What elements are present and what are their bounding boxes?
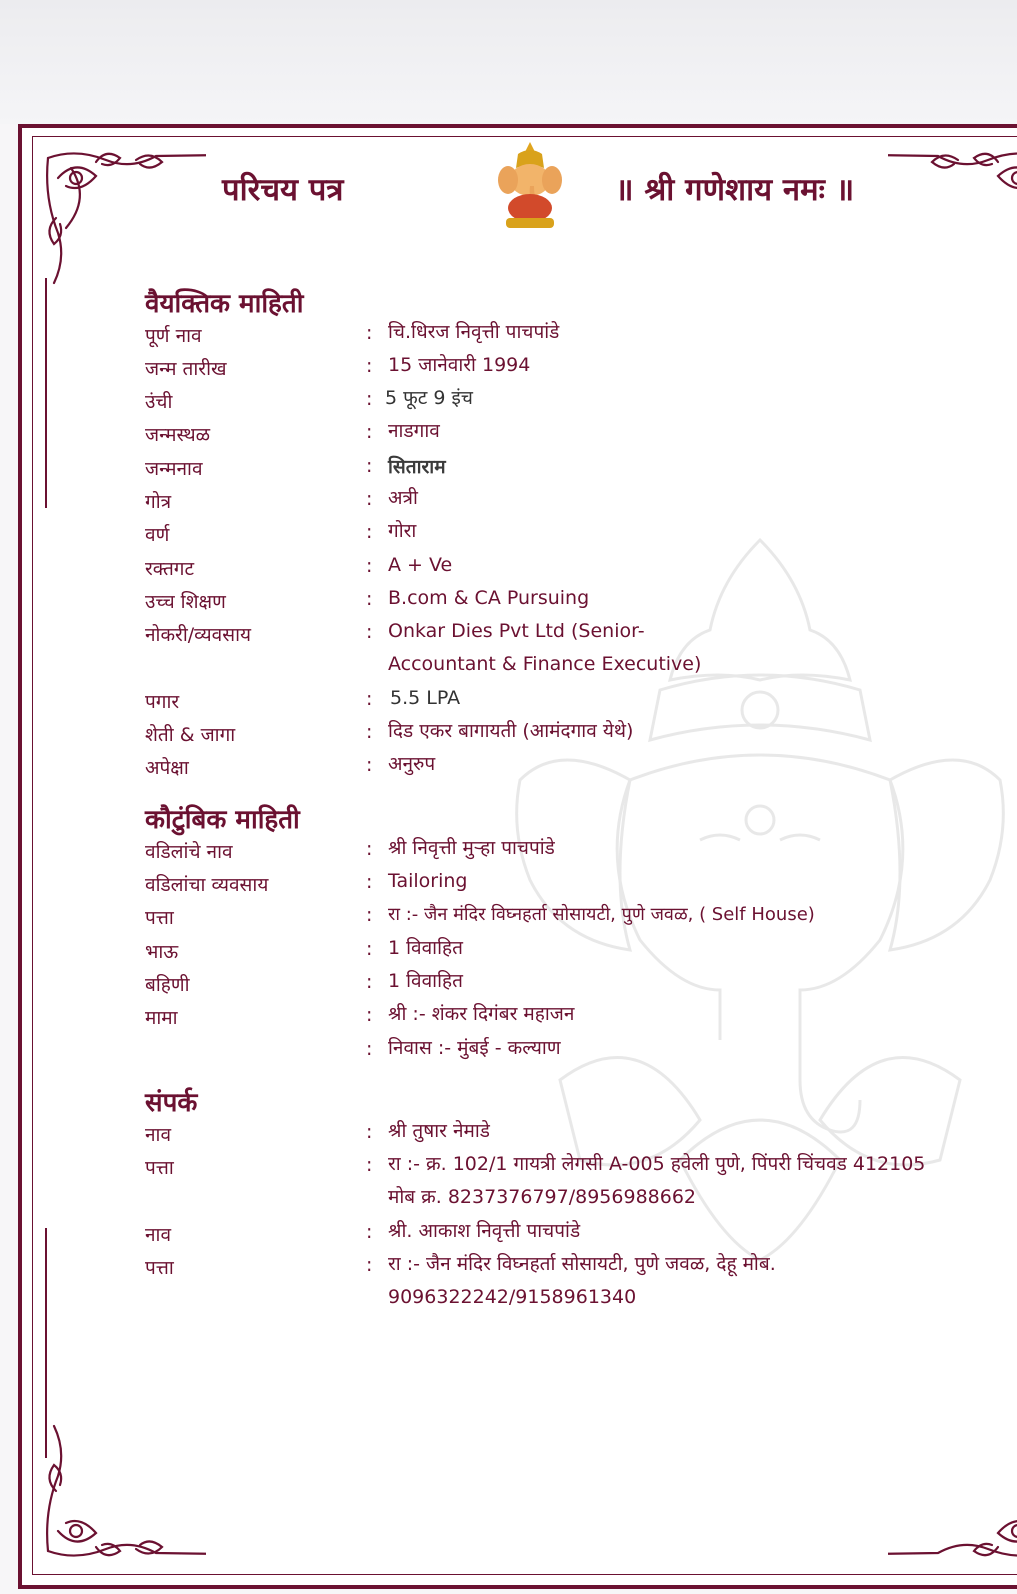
separator: : [366, 838, 373, 860]
section-heading-personal: वैयक्तिक माहिती [145, 289, 304, 319]
corner-ornament-bottom-right [888, 1421, 1017, 1571]
row-value: रा :- जैन मंदिर विघ्नहर्ता सोसायटी, पुणे जवळ, देहू मोब. 9096322242/9158961340 [388, 1253, 776, 1308]
row-value: अत्री [388, 487, 418, 509]
section-heading-contact: संपर्क [145, 1088, 198, 1118]
row-value: चि.धिरज निवृत्ती पाचपांडे [388, 321, 560, 343]
row-value: 15 जानेवारी 1994 [388, 354, 531, 376]
separator: : [366, 1038, 373, 1060]
corner-ornament-bottom-left [36, 1421, 206, 1571]
separator: : [366, 322, 373, 344]
row-label: पत्ता [145, 907, 174, 929]
row-value: सिताराम [388, 456, 446, 478]
row-value: रा :- जैन मंदिर विघ्नहर्ता सोसायटी, पुणे जवळ, ( Self House) [388, 904, 815, 925]
row-label: जन्मनाव [145, 458, 203, 480]
row-label: वडिलांचे नाव [145, 841, 233, 863]
separator: : [366, 1004, 373, 1026]
salutation-text: ॥ श्री गणेशाय नमः ॥ [615, 172, 855, 208]
section-heading-family: कौटुंबिक माहिती [145, 805, 300, 835]
separator: : [366, 871, 373, 893]
row-label: नाव [145, 1124, 172, 1146]
row-label: उच्च शिक्षण [145, 591, 226, 613]
row-label: वडिलांचा व्यवसाय [145, 874, 269, 896]
row-value: श्री. आकाश निवृत्ती पाचपांडे [388, 1220, 581, 1242]
row-label: भाऊ [145, 941, 179, 963]
row-label: पत्ता [145, 1157, 174, 1179]
separator: : [366, 355, 373, 377]
left-border-flourish [38, 278, 58, 1458]
info-row [145, 421, 965, 453]
separator: : [366, 421, 373, 443]
row-label: गोत्र [145, 491, 172, 513]
separator: : [366, 388, 373, 410]
row-value: 1 विवाहित [388, 937, 463, 959]
info-row [145, 754, 965, 786]
separator: : [366, 521, 373, 543]
separator: : [366, 688, 373, 710]
page-title: परिचय पत्र [222, 172, 344, 208]
corner-ornament-top-left [36, 138, 206, 288]
row-value: 5 फूट 9 इंच [385, 387, 473, 409]
info-row [145, 1038, 965, 1070]
separator: : [366, 621, 373, 643]
row-value: 1 विवाहित [388, 970, 463, 992]
separator: : [366, 1121, 373, 1143]
row-value: रा :- क्र. 102/1 गायत्री लेगसी A-005 हवेली पुणे, पिंपरी चिंचवड 412105 मोब क्र. 8237376797/8956988662 [388, 1153, 926, 1208]
row-value: Tailoring [388, 870, 468, 892]
separator: : [366, 1254, 373, 1276]
separator: : [366, 938, 373, 960]
info-row [145, 1254, 965, 1320]
separator: : [366, 1154, 373, 1176]
row-label: बहिणी [145, 974, 190, 996]
row-label: उंची [145, 391, 173, 413]
separator: : [366, 555, 373, 577]
row-label: जन्मस्थळ [145, 424, 211, 446]
info-row [145, 1154, 965, 1220]
row-value: श्री :- शंकर दिगंबर महाजन [388, 1003, 575, 1025]
row-label: वर्ण [145, 524, 170, 546]
row-value: गोरा [388, 520, 417, 542]
separator: : [366, 971, 373, 993]
separator: : [366, 488, 373, 510]
row-value: Onkar Dies Pvt Ltd (Senior- Accountant & Finance Executive) [388, 620, 702, 675]
row-label: पत्ता [145, 1257, 174, 1279]
corner-ornament-top-right [888, 138, 1017, 288]
row-label: अपेक्षा [145, 757, 189, 779]
row-value: B.com & CA Pursuing [388, 587, 590, 609]
row-label: रक्तगट [145, 558, 195, 580]
separator: : [366, 754, 373, 776]
row-label: शेती & जागा [145, 724, 236, 746]
row-label: नोकरी/व्यवसाय [145, 624, 252, 646]
separator: : [366, 455, 373, 477]
row-value: श्री तुषार नेमाडे [388, 1120, 490, 1142]
row-value: 5.5 LPA [390, 687, 461, 709]
separator: : [366, 721, 373, 743]
row-value: श्री निवृत्ती मुऱ्हा पाचपांडे [388, 837, 555, 859]
row-value: दिड एकर बागायती (आमंदगाव येथे) [388, 720, 634, 742]
row-value: A + Ve [388, 554, 453, 576]
row-label: जन्म तारीख [145, 358, 227, 380]
ganesha-idol-icon [494, 140, 566, 230]
row-value: निवास :- मुंबई - कल्याण [388, 1037, 561, 1059]
row-value: नाडगाव [388, 420, 440, 442]
row-label: मामा [145, 1007, 178, 1029]
separator: : [366, 1221, 373, 1243]
row-label: पगार [145, 691, 180, 713]
separator: : [366, 588, 373, 610]
top-blank-area [0, 0, 1017, 124]
info-row [145, 621, 965, 687]
row-label: पूर्ण नाव [145, 325, 202, 347]
row-value: अनुरुप [388, 753, 436, 775]
separator: : [366, 904, 373, 926]
row-label: नाव [145, 1224, 172, 1246]
